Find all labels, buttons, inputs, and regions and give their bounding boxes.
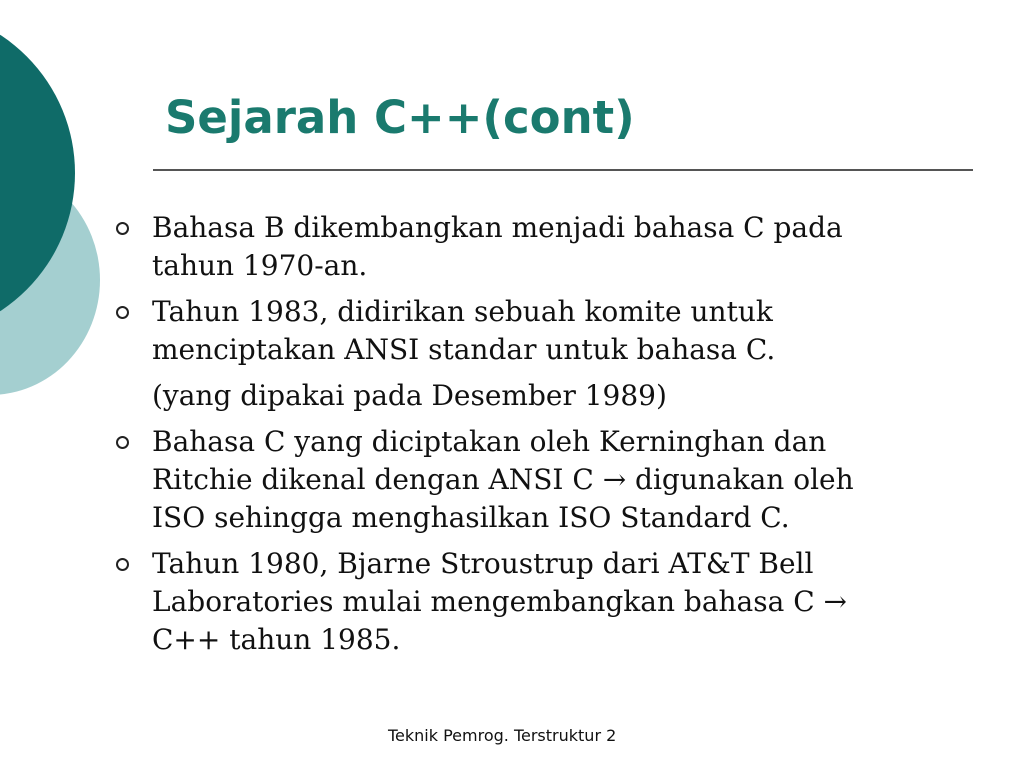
- bullet-text: Bahasa B dikembangkan menjadi bahasa C pada tahun 1970-an.: [152, 211, 843, 282]
- bullet-circle-icon: [116, 436, 129, 449]
- bullet-text: Bahasa C yang diciptakan oleh Kerninghan dan Ritchie dikenal dengan ANSI C → digunakan oleh ISO sehingga menghasilkan ISO Standard C.: [152, 425, 854, 534]
- bullet-list: [152, 209, 962, 667]
- title-divider: [153, 169, 973, 171]
- slide-title: Sejarah C++(cont): [165, 91, 635, 144]
- bullet-item: [152, 545, 962, 659]
- bullet-text: Tahun 1980, Bjarne Stroustrup dari AT&T Bell Laboratories mulai mengembangkan bahasa C → C++ tahun 1985.: [152, 547, 847, 656]
- bullet-circle-icon: [116, 306, 129, 319]
- continuation-text: (yang dipakai pada Desember 1989): [152, 379, 667, 412]
- bullet-circle-icon: [116, 558, 129, 571]
- bullet-item: [152, 293, 962, 369]
- bullet-item: [152, 423, 962, 537]
- bullet-item: [152, 209, 962, 285]
- slide-footer: Teknik Pemrog. Terstruktur 2: [388, 726, 617, 745]
- bullet-continuation: [152, 377, 962, 415]
- bullet-text: Tahun 1983, didirikan sebuah komite untuk menciptakan ANSI standar untuk bahasa C.: [152, 295, 776, 366]
- bullet-circle-icon: [116, 222, 129, 235]
